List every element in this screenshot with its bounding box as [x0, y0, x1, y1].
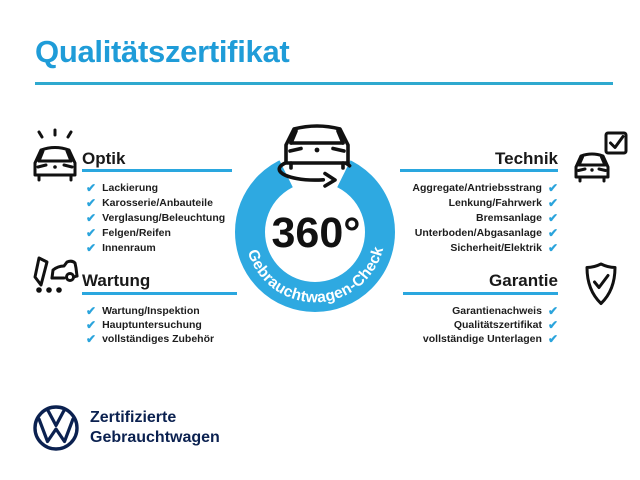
checklist-item	[423, 332, 558, 346]
car-checkbox-icon	[572, 129, 630, 185]
checklist-item-label: Verglasung/Beleuchtung	[102, 211, 226, 224]
checklist-item	[86, 210, 225, 225]
checklist-item	[423, 318, 558, 332]
checklist-item	[412, 210, 558, 225]
badge-degree-label: 360°	[271, 209, 361, 257]
check-icon: ✔	[86, 332, 97, 346]
section-underline-wartung	[82, 292, 237, 295]
car-front-shine-icon	[28, 128, 82, 184]
shield-check-icon	[584, 262, 618, 306]
footer-brand-label	[90, 408, 220, 448]
checklist-garantie	[423, 304, 558, 346]
footer-line-1: Zertifizierte	[90, 409, 177, 426]
check-icon: ✔	[547, 195, 558, 210]
section-underline-garantie	[403, 292, 558, 295]
checklist-item	[86, 180, 225, 195]
360-badge	[220, 115, 410, 360]
checklist-item	[423, 304, 558, 318]
checklist-wartung	[86, 304, 214, 346]
page-title: Qualitätszertifikat	[35, 34, 290, 69]
check-icon: ✔	[86, 240, 97, 255]
check-icon: ✔	[86, 318, 97, 332]
check-icon: ✔	[547, 180, 558, 195]
section-title-technik: Technik	[495, 149, 558, 168]
checklist-item	[412, 225, 558, 240]
section-title-optik: Optik	[82, 149, 126, 168]
checklist-item-label: Bremsanlage	[475, 211, 542, 224]
checklist-item-label: Karosserie/Anbauteile	[102, 196, 213, 209]
checklist-item-label: vollständiges Zubehör	[102, 333, 215, 345]
badge-ring-label: Gebrauchtwagen-Check	[243, 244, 388, 307]
checklist-item-label: Wartung/Inspektion	[102, 305, 200, 317]
checklist-item	[412, 195, 558, 210]
section-underline-optik	[82, 169, 232, 172]
checklist-optik	[86, 180, 225, 255]
checklist-item-label: Qualitätszertifikat	[453, 319, 542, 331]
check-icon: ✔	[86, 195, 97, 210]
checklist-item-label: Garantienachweis	[452, 305, 542, 317]
check-icon: ✔	[547, 332, 558, 346]
checklist-item	[86, 195, 225, 210]
checklist-item-label: Lenkung/Fahrwerk	[448, 196, 542, 209]
section-underline-technik	[400, 169, 558, 172]
pen-car-checklist-icon	[28, 256, 82, 306]
section-title-garantie: Garantie	[489, 271, 558, 290]
check-icon: ✔	[86, 304, 97, 318]
check-icon: ✔	[547, 304, 558, 318]
checklist-item-label: Aggregate/Antriebsstrang	[412, 181, 542, 194]
checklist-item-label: Innenraum	[102, 241, 156, 254]
check-icon: ✔	[86, 180, 97, 195]
checklist-item-label: Sicherheit/Elektrik	[450, 241, 542, 254]
check-icon: ✔	[547, 210, 558, 225]
checklist-technik	[412, 180, 558, 255]
check-icon: ✔	[86, 225, 97, 240]
checklist-item-label: vollständige Unterlagen	[422, 333, 542, 345]
checklist-item-label: Unterboden/Abgasanlage	[414, 226, 542, 239]
checklist-item-label: Lackierung	[102, 181, 159, 194]
title-divider	[35, 82, 613, 85]
check-icon: ✔	[86, 210, 97, 225]
section-title-wartung: Wartung	[82, 271, 151, 290]
check-icon: ✔	[547, 318, 558, 332]
checklist-item-label: Hauptuntersuchung	[102, 319, 202, 331]
checklist-item	[86, 225, 225, 240]
checklist-item	[86, 240, 225, 255]
checklist-item	[412, 240, 558, 255]
vw-logo	[32, 404, 80, 452]
checklist-item	[86, 304, 214, 318]
footer-line-2: Gebrauchtwagen	[90, 429, 220, 446]
check-icon: ✔	[547, 240, 558, 255]
check-icon: ✔	[547, 225, 558, 240]
checklist-item	[86, 318, 214, 332]
checklist-item-label: Felgen/Reifen	[102, 226, 171, 239]
checklist-item	[412, 180, 558, 195]
checklist-item	[86, 332, 214, 346]
